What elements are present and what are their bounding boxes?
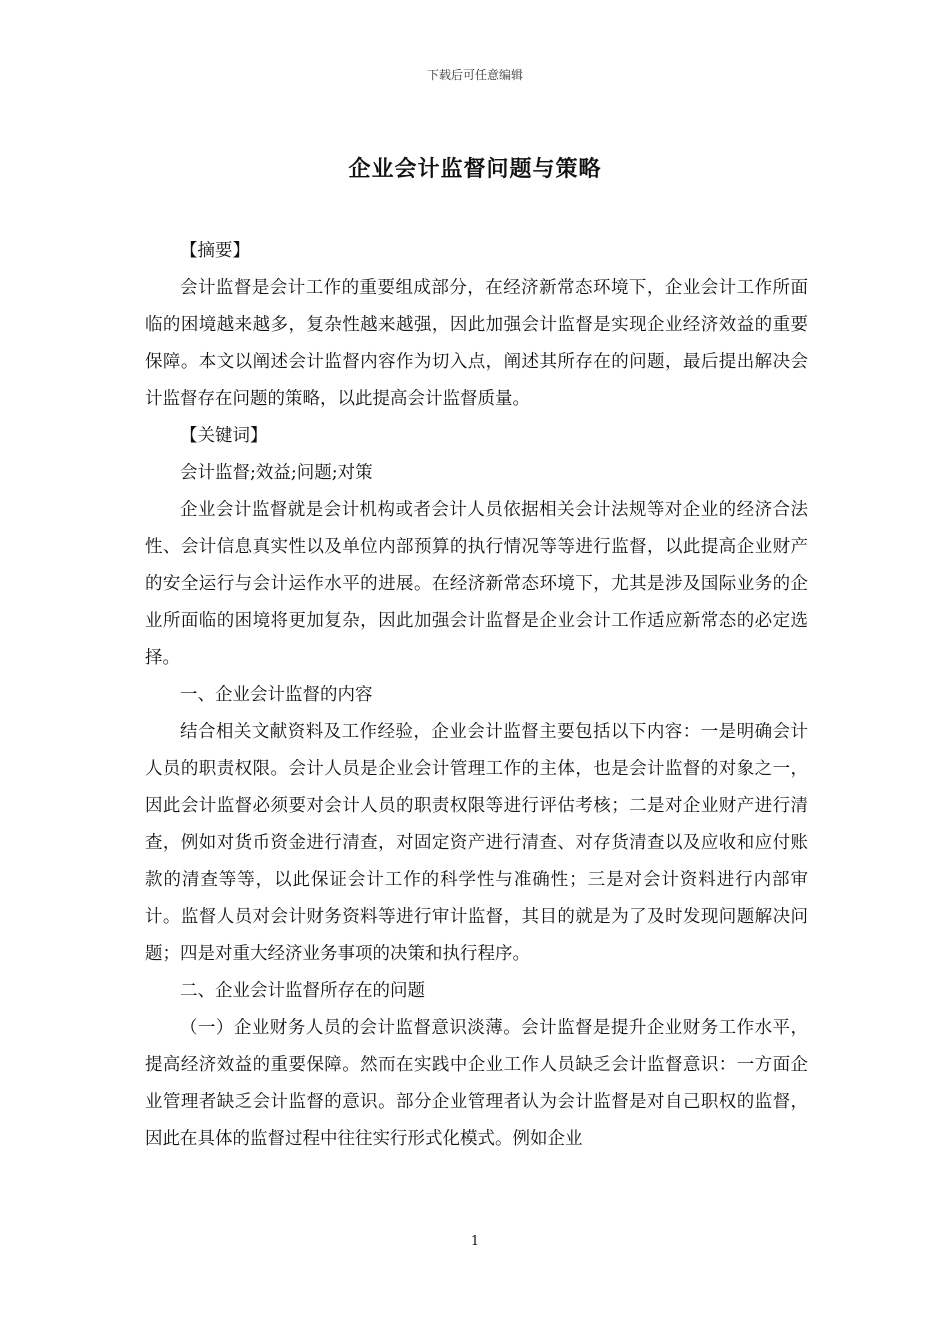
document-body xyxy=(145,233,808,1158)
section-heading-1: 一、企业会计监督的内容 xyxy=(180,685,373,705)
abstract-heading: 【摘要】 xyxy=(180,241,250,261)
keywords-heading: 【关键词】 xyxy=(180,426,268,446)
section-heading-2: 二、企业会计监督所存在的问题 xyxy=(180,981,425,1001)
document-title: 企业会计监督问题与策略 xyxy=(348,156,602,182)
intro-paragraph: 企业会计监督就是会计机构或者会计人员依据相关会计法规等对企业的经济合法性、会计信息真实性以及单位内部预算的执行情况等等进行监督，以此提高企业财产的安全运行与会计运作水平的进展。在经济新常态环境下，尤其是涉及国际业务的企业所面临的困境将更加复杂，因此加强会计监督是企业会计工作适应新常态的必定选择。 xyxy=(145,500,808,668)
keywords-paragraph: 会计监督;效益;问题;对策 xyxy=(180,463,373,483)
page-header: 下载后可任意编辑 xyxy=(426,68,523,82)
section-2-paragraph: （一）企业财务人员的会计监督意识淡薄。会计监督是提升企业财务工作水平，提高经济效益的重要保障。然而在实践中企业工作人员缺乏会计监督意识：一方面企业管理者缺乏会计监督的意识。部分企业管理者认为会计监督是对自己职权的监督，因此在具体的监督过程中往往实行形式化模式。例如企业 xyxy=(145,1018,808,1149)
abstract-paragraph: 会计监督是会计工作的重要组成部分，在经济新常态环境下，企业会计工作所面临的困境越来越多，复杂性越来越强，因此加强会计监督是实现企业经济效益的重要保障。本文以阐述会计监督内容作为切入点，阐述其所存在的问题，最后提出解决会计监督存在问题的策略，以此提高会计监督质量。 xyxy=(145,278,808,409)
page-number: 1 xyxy=(470,1234,480,1249)
section-1-paragraph: 结合相关文献资料及工作经验，企业会计监督主要包括以下内容：一是明确会计人员的职责权限。会计人员是企业会计管理工作的主体，也是会计监督的对象之一，因此会计监督必须要对会计人员的职责权限等进行评估考核；二是对企业财产进行清查，例如对货币资金进行清查，对固定资产进行清查、对存货清查以及应收和应付账款的清查等等，以此保证会计工作的科学性与准确性；三是对会计资料进行内部审计。监督人员对会计财务资料等进行审计监督，其目的就是为了及时发现问题解决问题；四是对重大经济业务事项的决策和执行程序。 xyxy=(145,722,808,964)
